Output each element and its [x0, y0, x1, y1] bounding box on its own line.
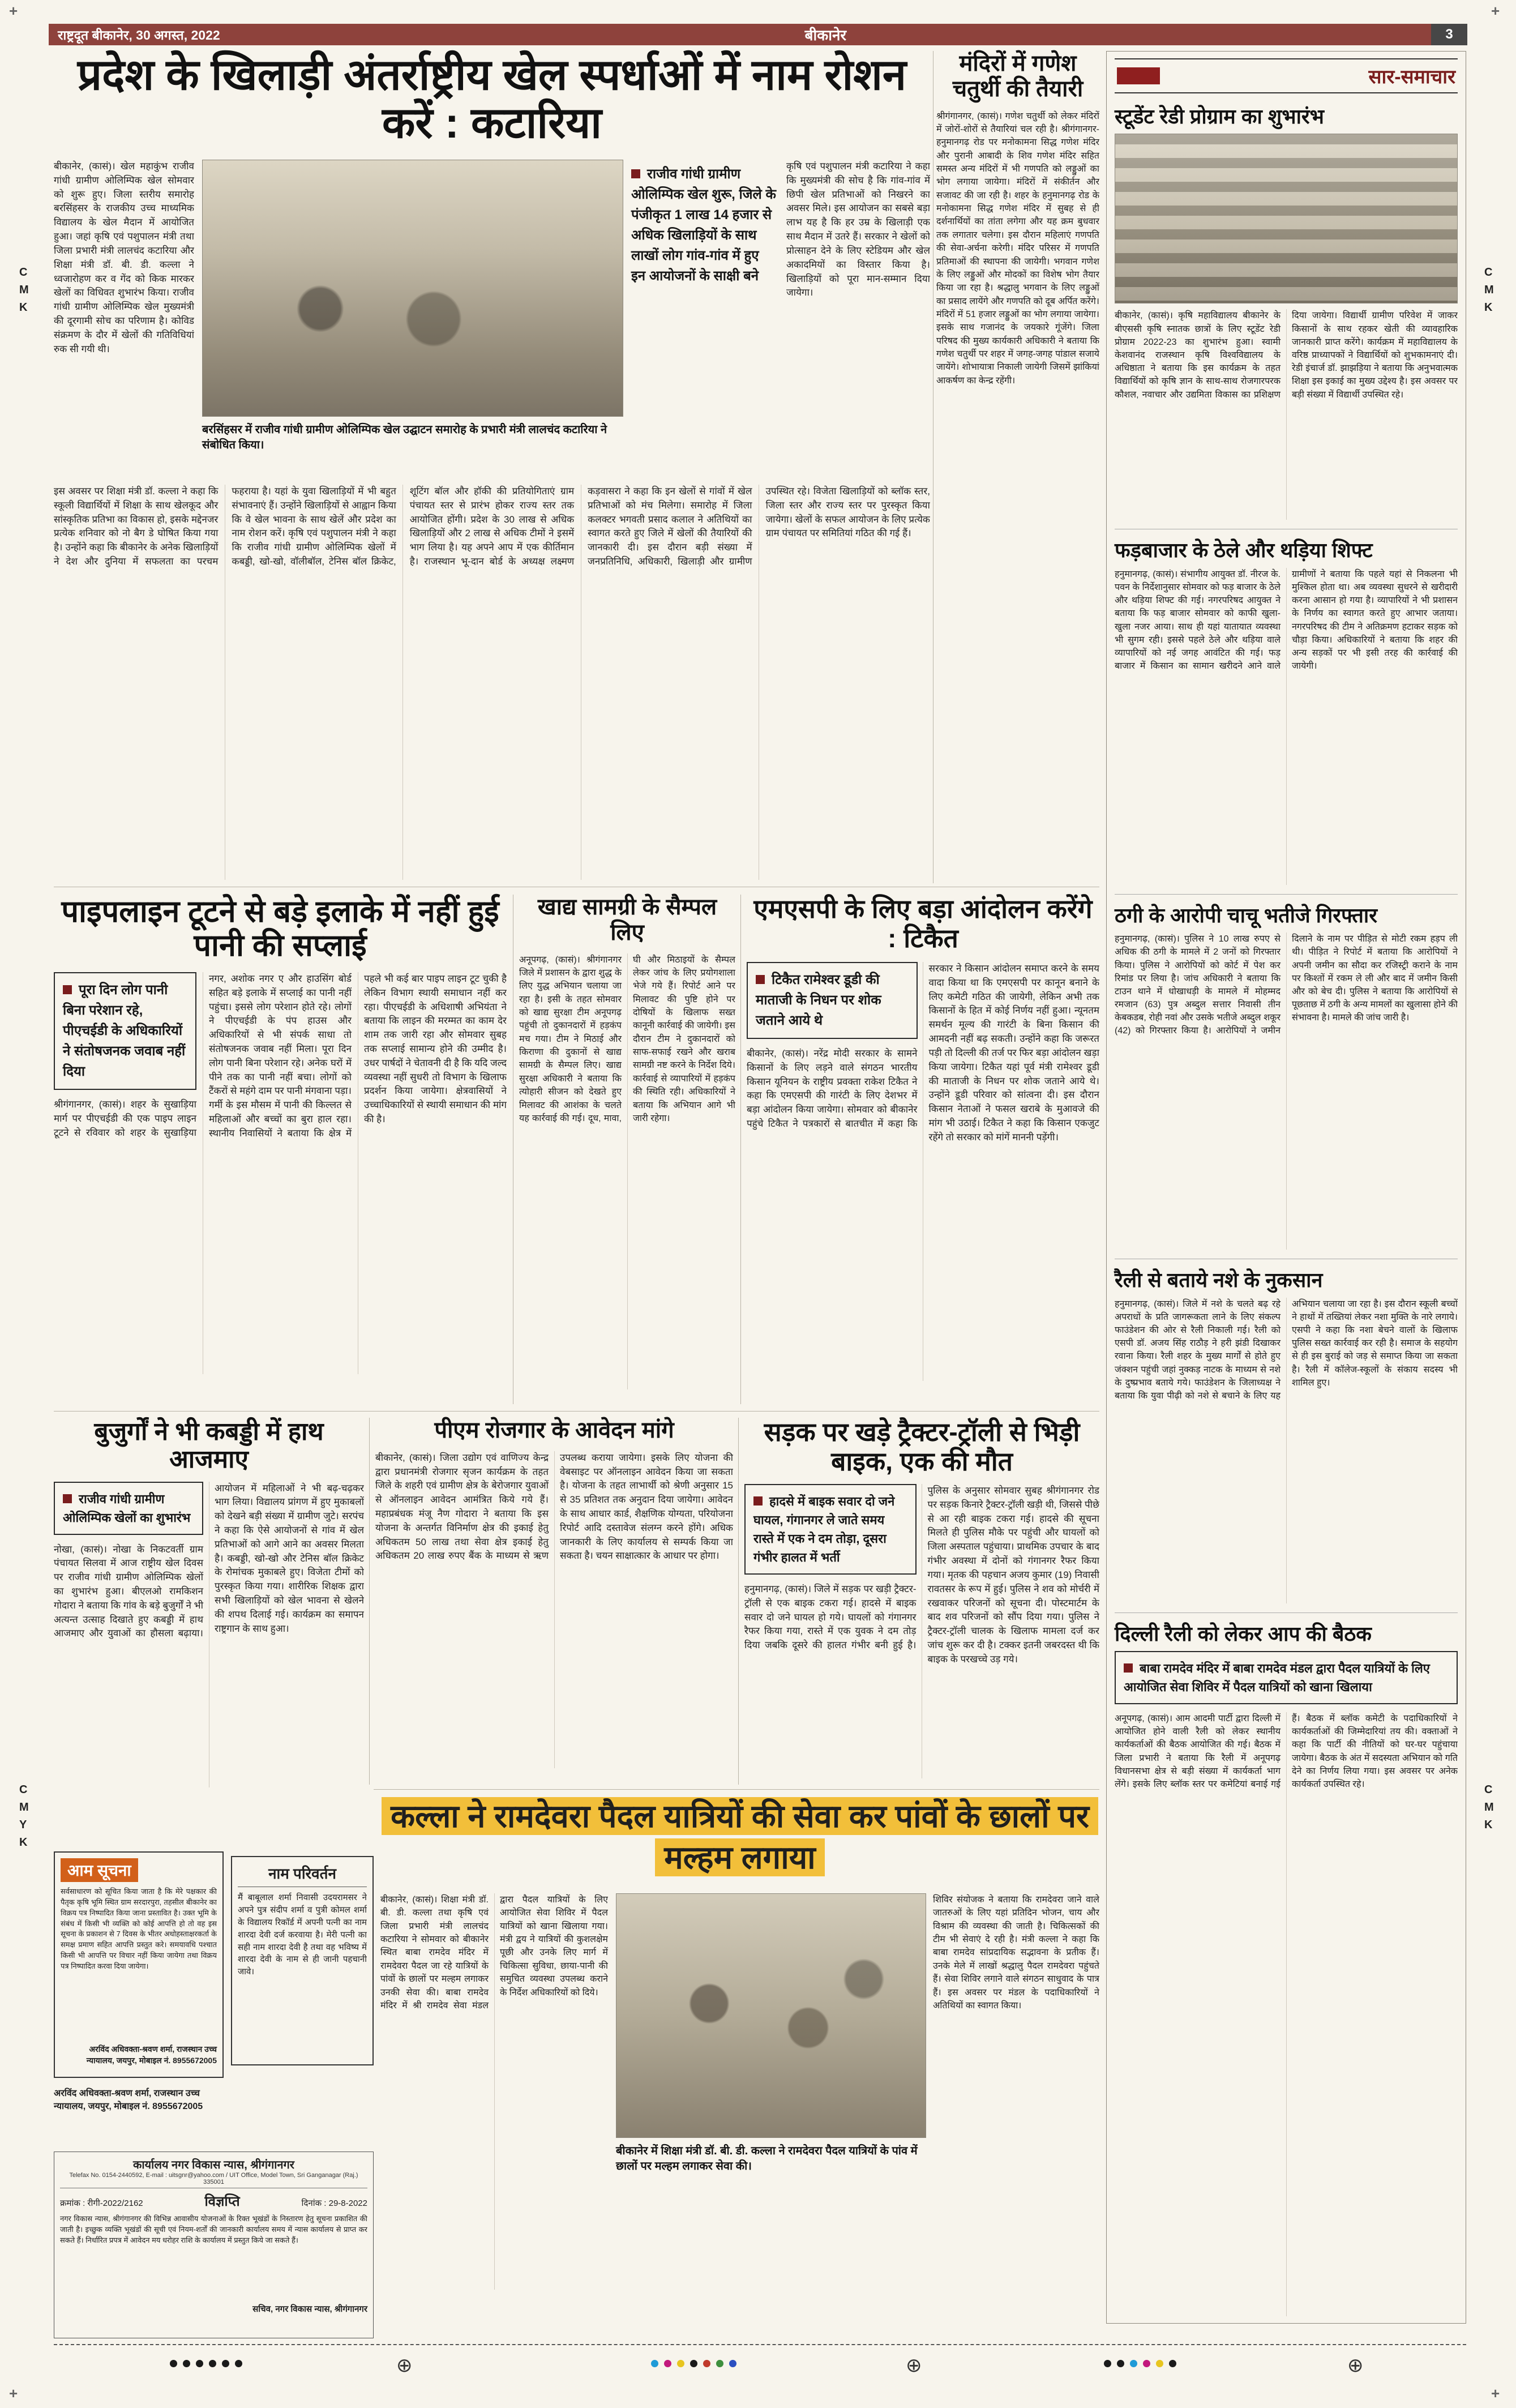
rozgar-article [375, 1418, 733, 1785]
crop-mark-icon: + [1491, 2, 1500, 19]
sadak-box-text: हादसे में बाइक सवार दो जने घायल, गंगानगर ले जाते समय रास्ते में एक ने दम तोड़ा, दूसरा गंभीर हालत में भर्ती [753, 1494, 895, 1565]
sadak-body: हनुमानगढ़, (कासं)। जिले में सड़क पर खड़ी ट्रैक्टर-ट्रॉली से एक बाइक टकरा गई। हादसे में बाइक सवार दो जने घायल हो गये। घायलों को गंगानगर रैफर किया गया, रास्ते में एक युवक ने दम तोड़ दिया जबकि दूसरे की हालत गंभीर बनी हुई है। पुलिस के अनुसार सोमवार सुबह श्रीगंगानगर रोड पर सड़क किनारे ट्रैक्टर-ट्रॉली खड़ी थी, जिससे पीछे से आ रही बाइक टकरा गई। हादसे की सूचना मिलते ही पुलिस मौके पर पहुंची और घायलों को जिला अस्पताल पहुंचाया। प्राथमिक उपचार के बाद गंभीर अवस्था में दोनों को गंगानगर रैफर किया गया। मृतक की पहचान अजय कुमार (19) निवासी रावतसर के रूप में हुई। पुलिस ने शव को मोर्चरी में रखवाकर परिजनों को सूचना दी। पोस्टमार्टम के बाद शव परिजनों को सौंप दिया गया। पुलिस ने ट्रैक्टर-ट्रॉली चालक के खिलाफ मामला दर्ज कर जांच शुरू कर दी है। टक्कर इतनी जबरदस्त थी कि बाइक के परखच्चे उड़ गये। [744, 1485, 1099, 1665]
kabaddi-body: नोखा, (कासं)। नोखा के निकटवर्ती ग्राम पंचायत सिलवा में आज राष्ट्रीय खेल दिवस पर राजीव गांधी ग्रामीण ओलिम्पिक खेलों का शुभारंभ हुआ। बीएलओ रामकिशन गोदारा ने बताया कि गांव के बड़े बुजुर्गों ने भी अत्यन्त उत्साह दिखाते हुए कबड्डी में हाथ आजमाए और युवाओं का हौसला बढ़ाया। आयोजन में महिलाओं ने भी बढ़-चढ़कर भाग लिया। विद्यालय प्रांगण में हुए मुकाबलों को देखने बड़ी संख्या में ग्रामीण जुटे। सरपंच ने कहा कि ऐसे आयोजनों से गांव में खेल प्रतिभाओं को आगे आने का अवसर मिलता है। कबड्डी, खो-खो और टेनिस बॉल क्रिकेट के रोमांचक मुकाबले हुए। विजेता टीमों को पुरस्कृत किया गया। शारीरिक शिक्षक द्वारा सभी खिलाड़ियों को खेल भावना से खेलने की शपथ दिलाई गई। कार्यक्रम का समापन राष्ट्रगान के साथ हुआ। [54, 1482, 364, 1639]
student-headline: स्टूडेंट रेडी प्रोग्राम का शुभारंभ [1115, 105, 1324, 128]
advocate-line: अरविंद अधिवक्ता-श्रवण शर्मा, राजस्थान उच्च न्यायालय, जयपुर, मोबाइल नं. 8955672005 [54, 2089, 203, 2112]
msp-box-text: टिकैत रामेश्वर डूडी की माताजी के निधन पर शोक जताने आये थे [756, 972, 881, 1029]
uit-meta-row [60, 2192, 367, 2210]
crop-mark-icon: + [9, 2, 18, 19]
red-block-icon [1117, 67, 1160, 84]
student-photo [1115, 134, 1458, 303]
kalla-body-right: शिविर संयोजक ने बताया कि रामदेवरा जाने वाले जातरुओं के लिए यहां प्रतिदिन भोजन, चाय और विश्राम की व्यवस्था की जाती है। चिकित्सकों की टीम भी सेवाएं दे रही है। मंत्री कल्ला ने कहा कि बाबा रामदेव सांप्रदायिक सद्भावना के प्रतीक हैं। उनके मेले में लाखों श्रद्धालु पैदल रामदेवरा पहुंचते हैं। सेवा शिविर लगाने वाले संगठन साधुवाद के पात्र हैं। इस अवसर पर मंडल के पदाधिकारियों ने अतिथियों का स्वागत किया। [933, 1895, 1099, 2011]
delhi-pull-box [1115, 1651, 1458, 1704]
cmyk-letter: C [19, 266, 28, 279]
student-body: बीकानेर, (कासं)। कृषि महाविद्यालय बीकानेर के बीएससी कृषि स्नातक छात्रों के लिए स्टूडेंट रेडी प्रोग्राम 2022-23 का शुभारंभ हुआ। स्वामी केशवानंद राजस्थान कृषि विश्वविद्यालय के अधिष्ठाता ने बताया कि इस कार्यक्रम के तहत विद्यार्थियों को कृषि ज्ञान के साथ-साथ रोजगारपरक कौशल, नवाचार और उद्यमिता विकास का प्रशिक्षण दिया जायेगा। विद्यार्थी ग्रामीण परिवेश में जाकर किसानों के साथ रहकर खेती की व्यावहारिक जानकारी प्राप्त करेंगे। कार्यक्रम में महाविद्यालय के वरिष्ठ प्राध्यापकों ने विद्यार्थियों को शुभकामनाएं दी। रेडी इंचार्ज डॉ. झाझड़िया ने बताया कि अनुभवात्मक शिक्षा इस इकाई का मुख्य उद्देश्य है। इस अवसर पर बड़ी संख्या में विद्यार्थी उपस्थित रहे। [1115, 311, 1458, 400]
registration-mark-icon: ⊕ [1347, 2355, 1364, 2376]
pipeline-headline: पाइपलाइन टूटने से बड़े इलाके में नहीं हुई पानी की सप्लाई [61, 895, 499, 963]
uit-signature: सचिव, नगर विकास न्यास, श्रीगंगानगर [252, 2304, 367, 2314]
mandir-body: श्रीगंगानगर, (कासं)। गणेश चतुर्थी को लेकर मंदिरों में जोरों-शोरों से तैयारियां चल रही है। श्रीगंगानगर-हनुमानगढ़ रोड पर मनोकामना सिद्ध गणेश मंदिर और पुरानी आबादी के शिव गणेश मंदिर सहित समस्त अन्य मंदिरों में भी गणपति को लड्डुओं का भोग लगाया जायेगा। मंदिरों में संकीर्तन और सजावट की जा रही है। शहर के हनुमानगढ़ रोड के मनोकामना सिद्ध गणेश मंदिर में सुबह से ही दर्शनार्थियों का तांता लगेगा और यह क्रम बुधवार तक लगातार चलेगा। इस दौरान महिलाएं गणपति की सेवा-अर्चना करेगी। मंदिर परिसर में गणपति प्रतिमाओं की स्थापना की जायेगी। भगवान गणेश के लिए लड्डुओं और मोदकों का विशेष भोग तैयार किया जा रहा है। श्रद्धालु भगवान के लिए लड्डुओं का प्रसाद लायेंगे और गणपति को दूब अर्पित करेंगे। मंदिरों में 51 हजार लड्डुओं का भोग लगाया जायेगा। इसके साथ गजानंद के जयकारे गूंजेंगे। जिला परिषद की मुख्य कार्यकारी अधिकारी ने बताया कि गणेश चतुर्थी पर शहर में जगह-जगह पांडाल सजाये जायेंगे। शोभायात्रा निकाली जायेगी जिसमें झांकियां आकर्षण का केन्द्र रहेंगी। [936, 111, 1099, 386]
square-bullet-icon [753, 1496, 763, 1505]
kalla-headline [380, 1796, 1099, 1879]
square-bullet-icon [63, 1494, 72, 1503]
kabaddi-article [54, 1418, 364, 1785]
uit-notice-box [54, 2152, 374, 2338]
registration-mark-icon: ⊕ [396, 2355, 413, 2376]
calibration-dots [170, 2360, 242, 2367]
rail-title: सार-समाचार [1368, 66, 1455, 88]
uit-office-name: कार्यालय नगर विकास न्यास, श्रीगंगानगर [133, 2159, 294, 2171]
public-notice-title: आम सूचना [61, 1858, 138, 1882]
mandir-headline: मंदिरों में गणेश चतुर्थी की तैयारी [952, 51, 1084, 101]
square-bullet-icon [1124, 1663, 1133, 1673]
rozgar-body: बीकानेर, (कासं)। जिला उद्योग एवं वाणिज्य केन्द्र द्वारा प्रधानमंत्री रोजगार सृजन कार्यक्रम के तहत जिले के शहरी एवं ग्रामीण क्षेत्र के बेरोजगार युवाओं से ऑनलाइन आवेदन आमंत्रित किये गये हैं। महाप्रबंधक मंजू नैण गोदारा ने बताया कि इस योजना के अन्तर्गत विनिर्माण क्षेत्र की इकाई हेतु अधिकतम 50 लाख तथा सेवा क्षेत्र इकाई हेतु अधिकतम 20 लाख रुपए बैंक के माध्यम से ऋण उपलब्ध कराया जायेगा। इसके लिए योजना की वेबसाइट पर ऑनलाइन आवेदन किया जा सकता है। योजना के तहत लाभार्थी को श्रेणी अनुसार 15 से 35 प्रतिशत तक अनुदान दिया जायेगा। आवेदन के साथ आधार कार्ड, शैक्षणिक योग्यता, परियोजना रिपोर्ट आदि दस्तावेज संलग्न करने होंगे। अधिक जानकारी के लिए कार्यालय से सम्पर्क किया जा सकता है। चयन साक्षात्कार के आधार पर होगा। [375, 1452, 733, 1562]
edition-date: राष्ट्रदूत बीकानेर, 30 अगस्त, 2022 [58, 28, 220, 42]
section-rule [54, 1411, 1099, 1412]
cmyk-letter: K [1484, 301, 1493, 314]
rail-title-strip [1115, 58, 1458, 93]
sadak-article [744, 1418, 1099, 1785]
lead-pull-text: राजीव गांधी ग्रामीण ओलिम्पिक खेल शुरू, जिले के पंजीकृत 1 लाख 14 हजार से अधिक खिलाड़ियों के साथ लाखों लोग गांव-गांव में हुए इन आयोजनों के साक्षी बने [631, 166, 776, 284]
cmyk-mark [1484, 266, 1494, 314]
news-brief-rail [1106, 51, 1466, 2324]
kalla-body-left: बीकानेर, (कासं)। शिक्षा मंत्री डॉ. बी. डी. कल्ला तथा कृषि एवं जिला प्रभारी मंत्री लालचंद कटारिया ने सोमवार को बीकानेर स्थित बाबा रामदेव मंदिर में रामदेवरा पैदल जा रहे यात्रियों के पांवों के छालों पर मल्हम लगाकर उनकी सेवा की। बाबा रामदेव मंदिर में श्री रामदेव सेवा मंडल द्वारा पैदल यात्रियों के लिए आयोजित सेवा शिविर में पैदल यात्रियों को खाना खिलाया गया। मंत्री द्वय ने यात्रियों की कुशलक्षेम पूछी और उनके लिए मार्ग में चिकित्सा सुविधा, छाया-पानी की समुचित व्यवस्था उपलब्ध कराने के निर्देश अधिकारियों को दिये। [380, 1895, 608, 2011]
msp-body-wrap [747, 962, 1099, 1381]
kalla-article [380, 1796, 1099, 2306]
kabaddi-pull-box [54, 1482, 203, 1535]
public-notice-body: सर्वसाधारण को सूचित किया जाता है कि मेरे पक्षकार की पैतृक कृषि भूमि स्थित ग्राम सरदारपुरा, तहसील बीकानेर का विक्रय पत्र निष्पादित किया जाना प्रस्तावित है। उक्त भूमि के संबंध में किसी भी व्यक्ति को कोई आपत्ति हो तो वह इस सूचना के प्रकाशन से 7 दिवस के भीतर अधोहस्ताक्षरकर्ता के समक्ष प्रमाण सहित आपत्ति प्रस्तुत करे। समयावधि पश्चात किसी भी आपत्ति पर विचार नहीं किया जायेगा तथा विक्रय पत्र निष्पादित करवा दिया जायेगा। [61, 1887, 217, 1970]
nasha-body: हनुमानगढ़, (कासं)। जिले में नशे के चलते बढ़ रहे अपराधों के प्रति जागरूकता लाने के लिए संकल्प फाउंडेशन की ओर से रैली निकाली गई। रैली को एसपी डॉ. अजय सिंह राठौड़ ने हरी झंडी दिखाकर रवाना किया। रैली शहर के मुख्य मार्गों से होते हुए जंक्शन पहुंची जहां नुक्कड़ नाटक के माध्यम से नशे के दुष्प्रभाव बताये गये। फाउंडेशन के जिलाध्यक्ष ने बताया कि युवा पीढ़ी को नशे से बचाने के लिए यह अभियान चलाया जा रहा है। इस दौरान स्कूली बच्चों ने हाथों में तख्तियां लेकर नशा मुक्ति के नारे लगाये। एसपी ने कहा कि नशा बेचने वालों के खिलाफ पुलिस सख्त कार्रवाई कर रही है। समाज के सहयोग से ही इस बुराई को जड़ से समाप्त किया जा सकता है। रैली में कॉलेज-स्कूलों के संकाय सदस्य भी शामिल हुए। [1115, 1299, 1458, 1401]
cmyk-letter: C [19, 1783, 28, 1796]
kalla-photo [616, 1893, 926, 2138]
cmyk-letter: Y [19, 1819, 27, 1831]
pipeline-pull-box [54, 972, 196, 1090]
rozgar-headline: पीएम रोजगार के आवेदन मांगे [434, 1418, 674, 1443]
city-title: बीकानेर [804, 27, 847, 44]
kabaddi-headline: बुजुर्गों ने भी कबड्डी में हाथ आजमाए [94, 1418, 324, 1474]
calibration-dots-color [651, 2360, 736, 2367]
column-rule [738, 1418, 739, 1785]
khadya-headline: खाद्य सामग्री के सैम्पल लिए [537, 895, 717, 945]
pipeline-body: श्रीगंगानगर, (कासं)। शहर के सुखाड़िया मार्ग पर पीएचईडी की एक पाइप लाइन टूटने से रविवार को शहर के सुखाड़िया नगर, अशोक नगर ए और हाउसिंग बोर्ड सहित बड़े इलाके में सप्लाई का पानी नहीं पहुंचा। इससे लोग परेशान होते रहे। लोगों ने पीएचईडी के पंप हाउस और अधिकारियों से भी संपर्क साधा तो संतोषजनक जवाब नहीं मिला। पूरा दिन लोग पानी बिना परेशान रहे। अनेक घरों में पीने तक का पानी नहीं बचा। लोगों को टैंकरों से महंगे दाम पर पानी मंगवाना पड़ा। गर्मी के इस मौसम में पानी की किल्लत से महिलाओं और बच्चों का बुरा हाल रहा। स्थानीय निवासियों ने बताया कि क्षेत्र में पहले भी कई बार पाइप लाइन टूट चुकी है लेकिन विभाग स्थायी समाधान नहीं कर रहा। पीएचईडी के अधिशाषी अभियंता ने बताया कि लाइन की मरम्मत का काम देर शाम तक जारी रहा और सोमवार सुबह तक सप्लाई सामान्य होने की उम्मीद है। उधर पार्षदों ने चेतावनी दी है कि यदि जल्द व्यवस्था नहीं सुधरी तो विभाग के खिलाफ प्रदर्शन किया जायेगा। क्षेत्रवासियों ने उच्चाधिकारियों से स्थायी समाधान की मांग की है। [54, 973, 507, 1139]
lead-column-left: बीकानेर, (कासं)। खेल महाकुंभ राजीव गांधी ग्रामीण ओलिम्पिक खेल सोमवार को शुरू हुए। जिला स्तरीय समारोह बरसिंहसर के राजकीय उच्च माध्यमिक विद्यालय के खेल मैदान में आयोजित हुआ। जहां कृषि एवं पशुपालन मंत्री तथा जिला प्रभारी मंत्री लालचंद कटारिया और शिक्षा मंत्री डॉ. बी. डी. कल्ला ने ध्वजारोहण कर व गेंद को किक मारकर खेलों का विधिवत शुभारंभ किया। राजीव गांधी ग्रामीण ओलिम्पिक खेल मुख्यमंत्री की दूरगामी सोच का परिणाम है। कोविड संक्रमण के दौर में खेलों की गतिविधियां रुक सी गयी थी। [54, 161, 194, 354]
msp-article [747, 895, 1099, 1405]
thagi-headline: ठगी के आरोपी चाचू भतीजे गिरफ्तार [1115, 903, 1377, 927]
square-bullet-icon [63, 985, 72, 994]
lead-body: इस अवसर पर शिक्षा मंत्री डॉ. कल्ला ने कहा कि स्कूली विद्यार्थियों में शिक्षा के साथ खेलकूद और सांस्कृतिक प्रतिभा का विकास हो, इसके मद्देनजर प्रत्येक शनिवार को नो बैग डे घोषित किया गया है। उन्होंने कहा कि बीकानेर के अनेक खिलाड़ियों ने देश और दुनिया में सफलता का परचम फहराया है। यहां के युवा खिलाड़ियों में भी बहुत संभावनाएं हैं। उन्होंने खिलाड़ियों से आह्वान किया कि वे खेल भावना के साथ खेलें और प्रदेश का नाम रोशन करें। कृषि एवं पशुपालन मंत्री ने कहा कि राजीव गांधी ग्रामीण ओलिम्पिक खेलों में कबड्डी, खो-खो, वॉलीबॉल, टेनिस बॉल क्रिकेट, शूटिंग बॉल और हॉकी की प्रतियोगिताएं ग्राम पंचायत स्तर से प्रारंभ होकर राज्य स्तर तक आयोजित होंगी। प्रदेश के 30 लाख से अधिक खिलाड़ियों और 2 लाख से अधिक टीमों ने इसमें भाग लिया है। यह अपने आप में एक कीर्तिमान है। राजस्थान भू-दान बोर्ड के अध्यक्ष लक्ष्मण कड़वासरा ने कहा कि इन खेलों से गांवों में खेल प्रतिभाओं को मंच मिलेगा। समारोह में जिला कलक्टर भगवती प्रसाद कलाल ने अतिथियों का स्वागत करते हुए जिले में खेलों की तैयारियों की जानकारी दी। इस दौरान बड़ी संख्या में जनप्रतिनिधि, अधिकारी, खिलाड़ी और ग्रामीण उपस्थित रहे। विजेता खिलाड़ियों को ब्लॉक स्तर, जिला स्तर और राज्य स्तर पर पुरस्कृत किया जायेगा। खेलों के सफल आयोजन के लिए प्रत्येक ग्राम पंचायत पर समितियां गठित की गई हैं। [54, 486, 930, 567]
delhi-body: अनूपगढ़, (कासं)। आम आदमी पार्टी द्वारा दिल्ली में आयोजित होने वाली रैली को लेकर स्थानीय कार्यकर्ताओं की बैठक आयोजित की गई। बैठक में जिला प्रभारी ने बताया कि रैली में अनूपगढ़ विधानसभा क्षेत्र से बड़ी संख्या में कार्यकर्ता भाग लेंगे। इसके लिए ब्लॉक स्तर पर कमेटियां बनाई गई हैं। बैठक में ब्लॉक कमेटी के पदाधिकारियों ने कार्यकर्ताओं की जिम्मेदारियां तय की। वक्ताओं ने कहा कि पार्टी की नीतियों को घर-घर पहुंचाया जायेगा। बैठक के अंत में सदस्यता अभियान को गति देने का निर्णय लिया गया। इस अवसर पर अनेक कार्यकर्ता उपस्थित रहे। [1115, 1713, 1458, 1789]
msp-body: बीकानेर, (कासं)। नरेंद्र मोदी सरकार के सामने किसानों के लिए लड़ने वाले संगठन भारतीय किसान यूनियन के राष्ट्रीय प्रवक्ता राकेश टिकैत ने कहा कि एमएसपी की गारंटी के लिए देशभर में बड़ा आंदोलन किया जायेगा। सोमवार को बीकानेर पहुंचे टिकैत ने पत्रकारों से बातचीत में कहा कि सरकार ने किसान आंदोलन समाप्त करने के समय वादा किया था कि एमएसपी पर कानून बनाने के लिए कमेटी गठित की जायेगी, लेकिन अभी तक किसानों के हित में कोई निर्णय नहीं हुआ। न्यूनतम समर्थन मूल्य की गारंटी के बिना किसान की आमदनी नहीं बढ़ सकती। उन्होंने कहा कि जरूरत पड़ी तो दिल्ली की तर्ज पर फिर बड़ा आंदोलन खड़ा किया जायेगा। टिकैत यहां पूर्व मंत्री रामेश्वर डूडी की माताजी के निधन पर शोक जताने आये थे। उन्होंने डूडी परिवार को सांत्वना दी। इस दौरान किसान नेताओं ने फसल खराबे के मुआवजे की मांग भी उठाई। टिकैत ने कहा कि किसान एकजुट रहेंगे तो सरकार को मांगें माननी पड़ेंगी। [747, 963, 1099, 1143]
sadak-headline: सड़क पर खड़े ट्रैक्टर-ट्रॉली से भिड़ी बाइक, एक की मौत [764, 1417, 1080, 1476]
sadak-body-wrap [744, 1484, 1099, 1778]
column-rule [740, 895, 741, 1404]
lead-headline: प्रदेश के खिलाड़ी अंतर्राष्ट्रीय खेल स्पर्धाओं में नाम रोशन करें : कटारिया [77, 51, 907, 148]
cmyk-letter: C [1484, 1783, 1493, 1796]
highlighted-headline-text: कल्ला ने रामदेवरा पैदल यात्रियों की सेवा कर पांवों के छालों पर मल्हम लगाया [382, 1797, 1098, 1876]
cmyk-mark [19, 266, 29, 314]
khadya-body: अनूपगढ़, (कासं)। श्रीगंगानगर जिले में प्रशासन के द्वारा शुद्ध के लिए युद्ध अभियान चलाया जा रहा है। इसी के तहत सोमवार को खाद्य सुरक्षा टीम अनूपगढ़ पहुंची तो दुकानदारों में हड़कंप मच गया। टीम ने मिठाई और किराणा की दुकानों से खाद्य सामग्री के सैम्पल लिए। खाद्य सुरक्षा अधिकारी ने बताया कि त्योहारी सीजन को देखते हुए मिलावट की आशंका के चलते यह कार्रवाई की गई। दूध, मावा, घी और मिठाइयों के सैम्पल लेकर जांच के लिए प्रयोगशाला भेजे गये हैं। रिपोर्ट आने पर मिलावट की पुष्टि होने पर दोषियों के खिलाफ सख्त कानूनी कार्रवाई की जायेगी। इस दौरान टीम ने दुकानदारों को साफ-सफाई रखने और खराब सामग्री नष्ट करने के निर्देश दिये। कार्रवाई से व्यापारियों में हड़कंप की स्थिति रही। अधिकारियों ने बताया कि अभियान आगे भी जारी रहेगा। [519, 955, 735, 1123]
bottom-dashed-rule [54, 2344, 1466, 2345]
kalla-photo-caption: बीकानेर में शिक्षा मंत्री डॉ. बी. डी. कल्ला ने रामदेवरा पैदल यात्रियों के पांव में छालों पर मल्हम लगाकर सेवा की। [616, 2145, 918, 2172]
lead-article [54, 51, 930, 883]
uit-number: क्रमांक : रीगी-2022/2162 [60, 2199, 143, 2208]
cmyk-letter: C [1484, 266, 1493, 279]
registration-mark-icon: ⊕ [906, 2355, 922, 2376]
name-change-title: नाम परिवर्तन [238, 1863, 367, 1887]
cmyk-letter: M [1484, 284, 1494, 296]
delhi-headline: दिल्ली रैली को लेकर आप की बैठक [1115, 1622, 1372, 1645]
cmyk-mark [19, 1783, 29, 1849]
pipeline-box-text: पूरा दिन लोग पानी बिना परेशान रहे, पीएचईडी के अधिकारियों ने संतोषजनक जवाब नहीं दिया [63, 982, 186, 1079]
calibration-dots [1104, 2360, 1176, 2367]
khadya-article [519, 895, 735, 1405]
public-notice-signature: अरविंद अधिवक्ता-श्रवण शर्मा, राजस्थान उच्च न्यायालय, जयपुर, मोबाइल नं. 8955672005 [86, 2045, 217, 2065]
page-number: 3 [1431, 24, 1467, 45]
uit-contact-line: Telefax No. 0154-2440592, E-mail : uitsgnr@yahoo.com / UIT Office, Model Town, Sri Ganganagar (Raj.) 335001 [60, 2172, 367, 2188]
crop-mark-icon: + [1491, 2385, 1500, 2402]
kabaddi-box-text: राजीव गांधी ग्रामीण ओलिम्पिक खेलों का शुभारंभ [63, 1491, 191, 1525]
uit-notice-title: विज्ञप्ति [204, 2194, 240, 2209]
phad-body: हनुमानगढ़, (कासं)। संभागीय आयुक्त डॉ. नीरज के. पवन के निर्देशानुसार सोमवार को फड़ बाजार के ठेले और थड़िया शिफ्ट की गई। नगरपरिषद आयुक्त ने बताया कि फड़ बाजार सोमवार को काफी खुला-खुला नजर आया। साथ ही यहां यातायात व्यवस्था भी सुगम रही। इससे पहले ठेले और थड़िया वाले व्यापारियों को नई जगह आवंटित की गई। फड़ बाजार में किसान का सामान खरीदने आने वाले ग्रामीणों ने बताया कि पहले यहां से निकलना भी मुश्किल होता था। अब व्यवस्था सुधरने से खरीदारी करना आसान हो गया है। व्यापारियों ने भी प्रशासन के निर्णय का स्वागत करते हुए आभार जताया। नगरपरिषद की टीम ने अतिक्रमण हटाकर सड़क को चौड़ा किया। अधिकारियों ने बताया कि शहर की अन्य सड़कों पर भी इसी तरह की कार्रवाई की जायेगी। [1115, 569, 1458, 671]
cmyk-letter: K [19, 301, 28, 314]
name-change-box [231, 1856, 374, 2065]
lead-column-right: कृषि एवं पशुपालन मंत्री कटारिया ने कहा कि मुख्यमंत्री की सोच है कि गांव-गांव में छिपी खेल प्रतिभाओं को निखरने का अवसर मिले। इस आयोजन का सबसे बड़ा लाभ यह है कि हर उम्र के खिलाड़ी एक साथ मैदान में उतरे हैं। सरकार ने खेलों को प्रोत्साहन देने के लिए स्टेडियम और खेल अकादमियों का विस्तार किया है। खिलाड़ियों को पूरा मान-सम्मान दिया जायेगा। [786, 161, 930, 298]
column-rule [369, 1418, 370, 1785]
msp-pull-box [747, 962, 918, 1039]
pipeline-body-wrap [54, 972, 507, 1374]
cmyk-letter: K [1484, 1819, 1493, 1831]
nasha-headline: रैली से बताये नशे के नुकसान [1115, 1268, 1323, 1292]
thagi-body: हनुमानगढ़, (कासं)। पुलिस ने 10 लाख रुपए से अधिक की ठगी के मामले में 2 जनों को गिरफ्तार किया। पुलिस ने आरोपियों को कोर्ट में पेश कर रिमांड पर लिया है। जांच अधिकारी ने बताया कि टाउन थाने में धोखाधड़ी के मामले में मोहम्मद रमजान (63) पुत्र अब्दुल सत्तार निवासी तीन केबकडब, रोही नवां और उसके भतीजे अब्दुल शकूर (42) को गिरफ्तार किया है। आरोपियों ने जमीन दिलाने के नाम पर पीड़ित से मोटी रकम हड़प ली थी। पीड़ित ने रिपोर्ट में बताया कि आरोपियों ने अपनी जमीन का सौदा कर रजिस्ट्री कराने के नाम पर किश्तों में रकम ले ली और बाद में जमीन किसी और को बेच दी। पुलिस ने बताया कि आरोपियों से पूछताछ में ठगी के अन्य मामलों का खुलासा होने की संभावना है। मामले की जांच जारी है। [1115, 934, 1458, 1036]
sadak-pull-box [744, 1484, 917, 1575]
msp-headline: एमएसपी के लिए बड़ा आंदोलन करेंगे : टिकैत [753, 894, 1093, 953]
phad-headline: फड़बाजार के ठेले और थड़िया शिफ्ट [1115, 538, 1373, 562]
section-rule [374, 1789, 1099, 1790]
mandir-article [936, 51, 1099, 883]
square-bullet-icon [631, 169, 640, 178]
masthead-bar [49, 24, 1467, 45]
lead-photo [202, 160, 623, 417]
crop-mark-icon: + [9, 2385, 18, 2402]
lead-pull-quote [631, 164, 776, 286]
cmyk-letter: M [19, 1801, 29, 1814]
cmyk-letter: M [1484, 1801, 1494, 1814]
cmyk-letter: K [19, 1836, 28, 1849]
public-notice-box [54, 1851, 224, 2078]
uit-date: दिनांक : 29-8-2022 [301, 2199, 367, 2208]
cmyk-letter: M [19, 284, 29, 296]
name-change-body: मैं बाबूलाल शर्मा निवासी उदयरामसर ने अपने पुत्र संदीप शर्मा व पुत्री कोमल शर्मा के विद्यालय रिकॉर्ड में अपनी पत्नी का नाम शारदा देवी दर्ज करवाया है। मेरी पत्नी का सही नाम शारदा देवी है तथा वह भविष्य में शारदा देवी के नाम से ही जानी पहचानी जावे। [238, 1893, 367, 1977]
square-bullet-icon [756, 975, 765, 984]
pipeline-article [54, 895, 507, 1405]
delhi-box-text: बाबा रामदेव मंदिर में बाबा रामदेव मंडल द्वारा पैदल यात्रियों के लिए आयोजित सेवा शिविर में पैदल यात्रियों को खाना खिलाया [1124, 1661, 1430, 1694]
cmyk-mark [1484, 1783, 1494, 1832]
divider [1115, 894, 1458, 895]
lead-photo-caption: बरसिंहसर में राजीव गांधी ग्रामीण ओलिम्पिक खेल उद्घाटन समारोह के प्रभारी मंत्री लालचंद कटारिया ने संबोधित किया। [202, 424, 607, 451]
kabaddi-body-wrap [54, 1482, 364, 1787]
uit-notice-body: नगर विकास न्यास, श्रीगंगानगर की विभिन्न आवासीय योजनाओं के रिक्त भूखंडों के निस्तारण हेतु सूचना प्रकाशित की जाती है। इच्छुक व्यक्ति भूखंडों की सूची एवं नियम-शर्तों की जानकारी कार्यालय समय में न्यास कार्यालय से प्राप्त कर सकते हैं। निर्धारित प्रपत्र में आवेदन मय धरोहर राशि के कार्यालय में प्रस्तुत किये जा सकते हैं। [60, 2214, 367, 2244]
